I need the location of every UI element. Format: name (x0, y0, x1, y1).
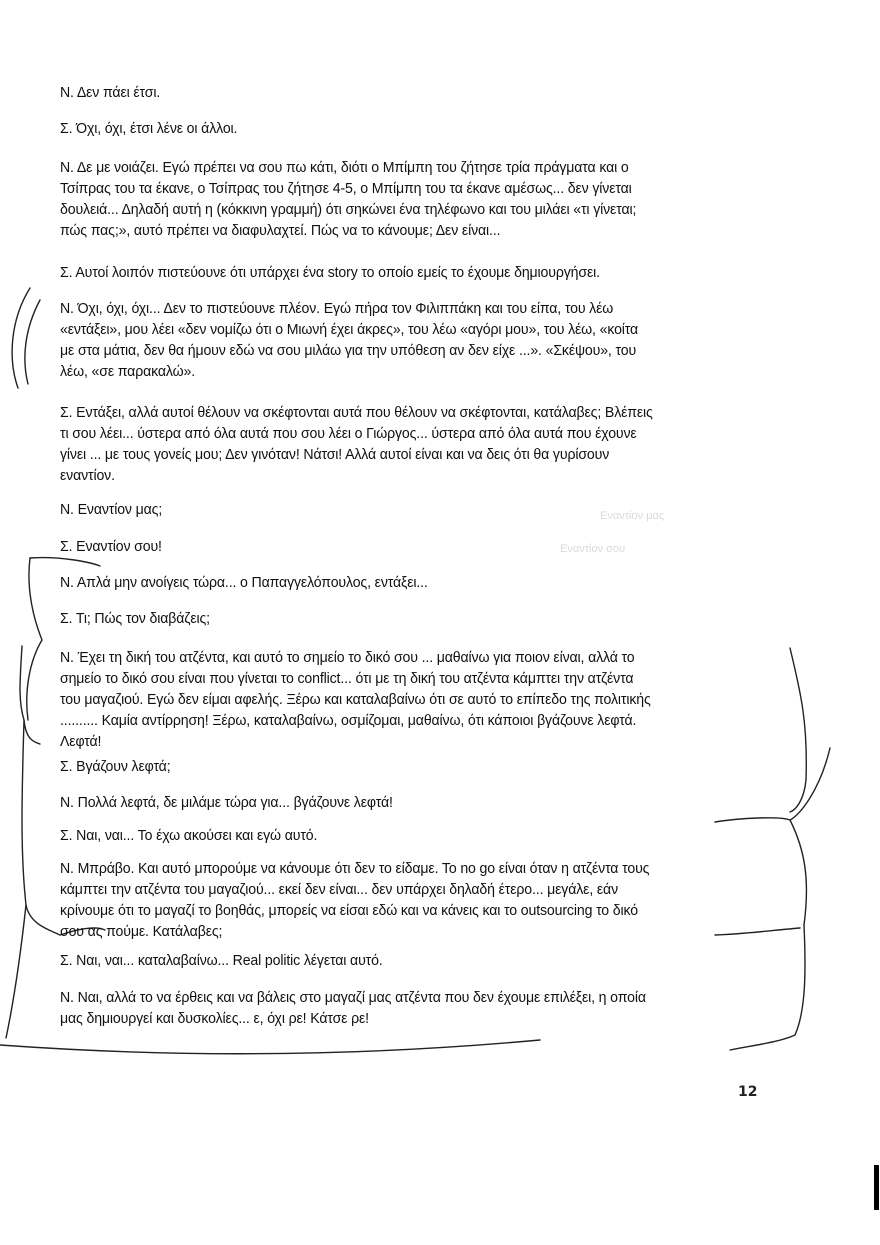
text-line: Ν. Εναντίον μας; (60, 501, 163, 518)
text-line: Ν. Ναι, αλλά το να έρθεις και να βάλεις στο μαγαζί μας ατζέντα που δεν έχουμε επιλέξει, η οποία (60, 989, 646, 1006)
text-line: «εντάξει», μου λέει «δεν νομίζω ότι ο Μιωνή έχει άκρες», του λέω «αγόρι μου», του λέω, «κοίτα (60, 321, 639, 338)
text-line: Ν. Δεν πάει έτσι. (60, 84, 161, 101)
dialogue-paragraph (60, 499, 780, 520)
text-line: Σ. Εντάξει, αλλά αυτοί θέλουν να σκέφτονται αυτά που θέλουν να σκέφτονται, κατάλαβες; Βλέπεις (60, 404, 653, 421)
dialogue-paragraph (60, 647, 780, 752)
bleed-through-text: Εναντίον μας (600, 510, 665, 522)
dialogue-paragraph (60, 987, 780, 1029)
text-line: γίνει ... με τους γονείς μου; Δεν γινόταν! Νάτσι! Αλλά αυτοί είναι και να δεις ότι θα γυρίσουν (60, 446, 610, 463)
text-line: πώς πας;», αυτό πρέπει να διαφυλαχτεί. Πώς να το κάνουμε; Δεν είναι... (60, 222, 501, 239)
dialogue-paragraph (60, 825, 780, 846)
dialogue-paragraph (60, 82, 780, 103)
dialogue-paragraph (60, 157, 780, 241)
text-line: Ν. Απλά μην ανοίγεις τώρα... ο Παπαγγελόπουλος, εντάξει... (60, 574, 428, 591)
text-line: Ν. Δε με νοιάζει. Εγώ πρέπει να σου πω κάτι, διότι ο Μπίμπη του ζήτησε τρία πράγματα και ο (60, 159, 629, 176)
dialogue-paragraph (60, 298, 780, 382)
text-line: σου ας πούμε. Κατάλαβες; (60, 923, 223, 940)
dialogue-paragraph (60, 792, 780, 813)
text-line: Σ. Τι; Πώς τον διαβάζεις; (60, 610, 210, 627)
dialogue-paragraph (60, 536, 780, 557)
text-line: λέω, «σε παρακαλώ». (60, 363, 196, 380)
text-line: Τσίπρας του τα έκανε, ο Τσίπρας του ζήτησε 4-5, ο Μπίμπη του τα έκανε αμέσως... δεν γίνεται (60, 180, 632, 197)
text-line: εναντίον. (60, 467, 115, 484)
text-line: του μαγαζιού. Εγώ δεν είμαι αφελής. Ξέρω και καταλαβαίνω ότι σε αυτό το επίπεδο της πολιτικής (60, 691, 651, 708)
text-line: Σ. Όχι, όχι, έτσι λένε οι άλλοι. (60, 120, 238, 137)
text-line: Ν. Μπράβο. Και αυτό μπορούμε να κάνουμε ότι δεν το είδαμε. Το no go είναι όταν η ατζέντα τους (60, 860, 650, 877)
text-line: με στα μάτια, δεν θα ήμουν εδώ να σου μιλάω για την υπόθεση αν δεν είχε ...». «Σκέψου», του (60, 342, 637, 359)
dialogue-paragraph (60, 608, 780, 629)
text-line: κάμπτει την ατζέντα του μαγαζιού... εκεί δεν είναι... δεν υπάρχει δηλαδή έτερο... μεγάλε, εάν (60, 881, 619, 898)
dialogue-paragraph (60, 950, 780, 971)
dialogue-paragraph (60, 756, 780, 777)
bleed-through-text: Εναντίον σου (560, 543, 626, 555)
page-number: 12 (738, 1084, 758, 1100)
text-line: Ν. Πολλά λεφτά, δε μιλάμε τώρα για... βγάζουνε λεφτά! (60, 794, 393, 811)
dialogue-paragraph (60, 858, 780, 942)
text-line: Σ. Εναντίον σου! (60, 538, 162, 555)
text-line: δουλειά... Δηλαδή αυτή η (κόκκινη γραμμή) ότι σηκώνει ένα τηλέφωνο και του μιλάει «τι γίνεται; (60, 201, 637, 218)
text-line: Ν. Όχι, όχι, όχι... Δεν το πιστεύουνε πλέον. Εγώ πήρα τον Φιλιππάκη και του είπα, του λέω (60, 300, 614, 317)
text-line: Σ. Αυτοί λοιπόν πιστεύουνε ότι υπάρχει ένα story το οποίο εμείς το έχουμε δημιουργήσει. (60, 264, 600, 281)
dialogue-paragraph (60, 402, 780, 486)
dialogue-paragraph (60, 118, 780, 139)
text-line: Σ. Βγάζουν λεφτά; (60, 758, 171, 775)
dialogue-paragraph (60, 572, 780, 593)
text-line: Σ. Ναι, ναι... καταλαβαίνω... Real politic λέγεται αυτό. (60, 952, 383, 969)
text-line: Ν. Έχει τη δική του ατζέντα, και αυτό το σημείο το δικό σου ... μαθαίνω για ποιον είναι, αλλά το (60, 649, 635, 666)
text-line: σημείο το δικό σου είναι που γίνεται το conflict... ότι με τη δική του ατζέντα κάμπτει την ατζέντα (60, 670, 634, 687)
text-line: Λεφτά! (60, 733, 102, 750)
text-line: Σ. Ναι, ναι... Το έχω ακούσει και εγώ αυτό. (60, 827, 318, 844)
text-line: τι σου λέει... ύστερα από όλα αυτά που σου λέει ο Γιώργος... ύστερα από όλα αυτά που έχουνε (60, 425, 637, 442)
text-line: κρίνουμε ότι το μαγαζί το βοηθάς, μπορείς να είσαι εδώ και να κάνεις και το outsourcing το δικό (60, 902, 638, 919)
scan-edge-mark (874, 1165, 879, 1210)
dialogue-paragraph (60, 262, 780, 283)
text-line: μας δημιουργεί και δυσκολίες... ε, όχι ρε! Κάτσε ρε! (60, 1010, 369, 1027)
text-line: .......... Καμία αντίρρηση! Ξέρω, καταλαβαίνω, οσμίζομαι, μαθαίνω, ότι κάποιοι βγάζουνε λεφτά. (60, 712, 637, 729)
